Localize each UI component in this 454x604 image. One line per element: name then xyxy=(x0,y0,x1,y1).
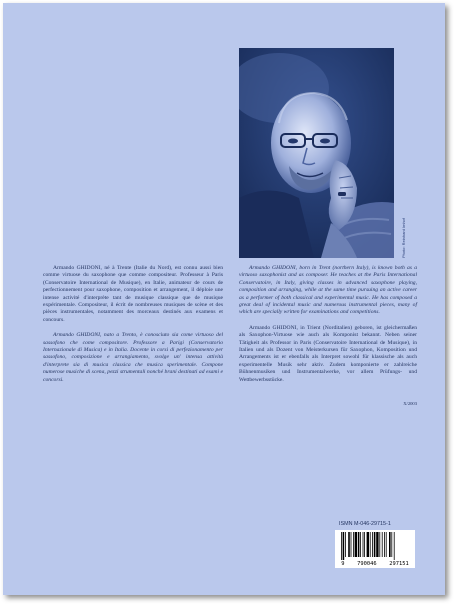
catalog-code: X/2003 xyxy=(403,401,417,406)
barcode-bar xyxy=(351,532,352,557)
barcode-digits xyxy=(335,561,415,567)
barcode-bar xyxy=(345,532,346,557)
barcode-bar xyxy=(389,532,391,557)
barcode-bar xyxy=(355,532,357,557)
barcode-left-digits: 790046 xyxy=(357,561,377,567)
barcode-first-digit: 9 xyxy=(341,561,345,567)
barcode-right-digits: 297151 xyxy=(389,561,409,567)
barcode-bar xyxy=(384,532,385,557)
barcode-bar xyxy=(382,532,383,557)
barcode-bar xyxy=(358,532,360,557)
barcode-bars xyxy=(335,530,415,561)
barcode-bar xyxy=(374,532,376,557)
portrait-image xyxy=(239,48,394,258)
composer-photo xyxy=(239,48,394,258)
ismn-number: ISMN M-046-29715-1 xyxy=(339,521,391,527)
bio-italian: Armando GHIDONI, nato a Trento, è conosciuto sia come virtuoso del sassofono che come compositore. Professore a Parigi (Conservatorio Internazionale di Musica) e in Italia. Docente in corsi di perfezionamento per sassofono, composizione e arrangiamento, svolge un' intensa attività d'interprete sia di musica classica che musica sperimentale. Compone numerose musiche di scena, pezzi strumentali nonché brani destinati ad esami e concorsi. xyxy=(43,332,223,383)
bio-german: Armando GHIDONI, in Trient (Norditalien) geboren, ist gleichermaßen als Saxophon-Virtuose wie auch als Komponist bekannt. Neben seiner Tätigkeit als Professor in Paris (Conservatoire International de Musique), in Italien und als Dozent von Meisterkursen für Saxophon, Komposition und Arrangements ist er ebenfalls als Interpret sowohl für klassische als auch experimentelle Musik sehr aktiv. Zudem komponierte er zahlreiche Bühnenmusiken und Instrumentalwerke, vor allem Prüfungs- und Wettbewerbsstücke. xyxy=(239,324,417,383)
barcode-bar xyxy=(370,532,371,557)
barcode-bar xyxy=(360,532,361,557)
barcode-bar xyxy=(363,532,364,557)
barcode-bar xyxy=(394,532,395,560)
barcode-bar xyxy=(372,532,373,557)
barcode-bar xyxy=(376,532,378,557)
barcode-bar xyxy=(343,532,345,560)
photo-credit: Photo: Reinhard Imhof xyxy=(401,217,406,258)
back-cover xyxy=(3,3,445,595)
bio-english: Armando GHIDONI, born in Trent (northern Italy), is known both as a virtuoso saxophonist and as composer. He teaches at the Paris International Conservatoire, in Italy, giving classes in advanced saxophone playing, composition and arranging, while at the same time pursuing an active career as a performer of both classical and experimental music. He has composed a great deal of incidental music and numerous instrumental pieces, many of which are specially written for examinations and competitions. xyxy=(239,265,417,316)
barcode-bar xyxy=(386,532,387,557)
barcode-bar xyxy=(348,532,350,557)
barcode-bar xyxy=(353,532,354,557)
bio-french: Armando GHIDONI, né à Trente (Italie du Nord), est connu aussi bien comme virtuose du saxophone que comme compositeur. Professeur à Paris (Conservatoire International de Musique), en Italie, animateur de cours de perfectionnement pour saxophone, composition et arrangement, il déploie une intense activité d'interprète tant de musique classique que de musique expérimentale. Compositeur, il écrit de nombreuses musiques de scène et des pièces instrumentales, notamment des morceaux destinés aux examens et concours. xyxy=(43,265,223,323)
barcode-bar xyxy=(364,532,365,557)
barcode xyxy=(335,530,415,568)
right-column xyxy=(239,265,417,392)
barcode-bar xyxy=(379,532,380,557)
barcode-bar xyxy=(391,532,392,557)
left-column xyxy=(43,265,223,392)
barcode-bar xyxy=(367,532,369,557)
barcode-bar xyxy=(341,532,342,560)
